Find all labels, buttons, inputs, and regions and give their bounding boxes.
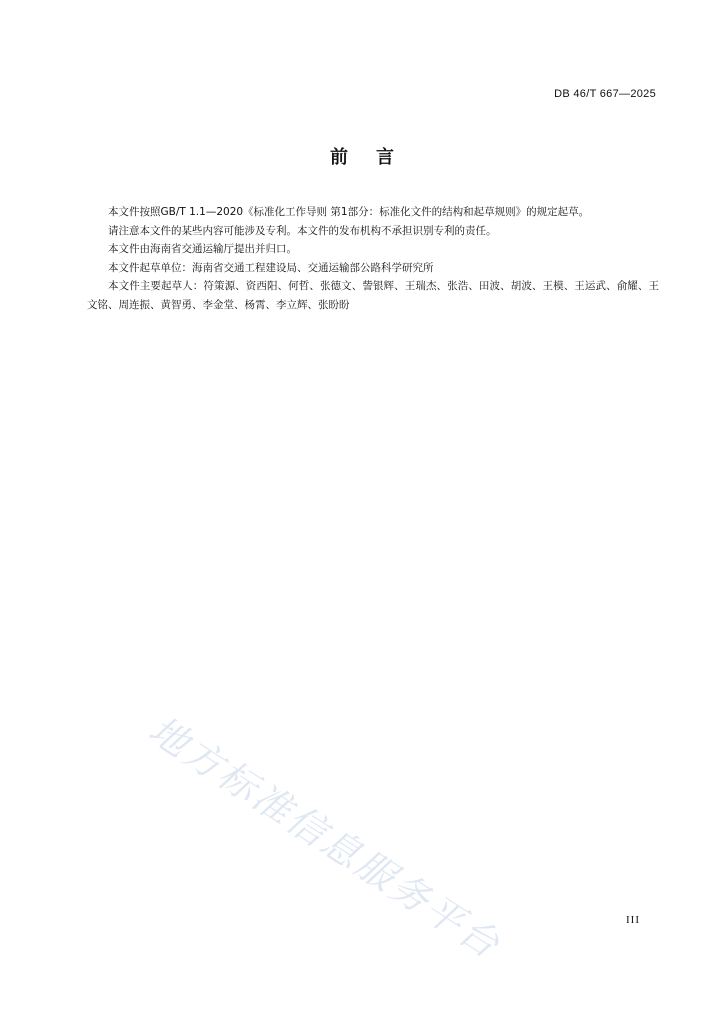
paragraph-patent-notice: 请注意本文件的某些内容可能涉及专利。本文件的发布机构不承担识别专利的责任。: [108, 224, 497, 237]
page-number: III: [626, 914, 640, 926]
document-code: DB 46/T 667—2025: [554, 88, 656, 100]
page-title: 前言: [330, 147, 422, 168]
paragraph-drafters: 本文件主要起草人：符策源、资西阳、何哲、张德文、訾银辉、王瑞杰、张浩、田波、胡波、王模、王运武、俞耀、王文铭、周连振、黄智勇、李金堂、杨霄、李立辉、张盼盼: [87, 280, 659, 311]
foreword-body: [87, 203, 659, 315]
paragraph-drafting-units: 本文件起草单位：海南省交通工程建设局、交通运输部公路科学研究所: [108, 261, 434, 274]
paragraph-proposer: 本文件由海南省交通运输厅提出并归口。: [108, 243, 297, 256]
watermark: 地方标准信息服务平台: [141, 707, 509, 968]
paragraph-drafting-rules: 本文件按照GB/T 1.1—2020《标准化工作导则 第1部分：标准化文件的结构和起草规则》的规定起草。: [108, 206, 590, 218]
